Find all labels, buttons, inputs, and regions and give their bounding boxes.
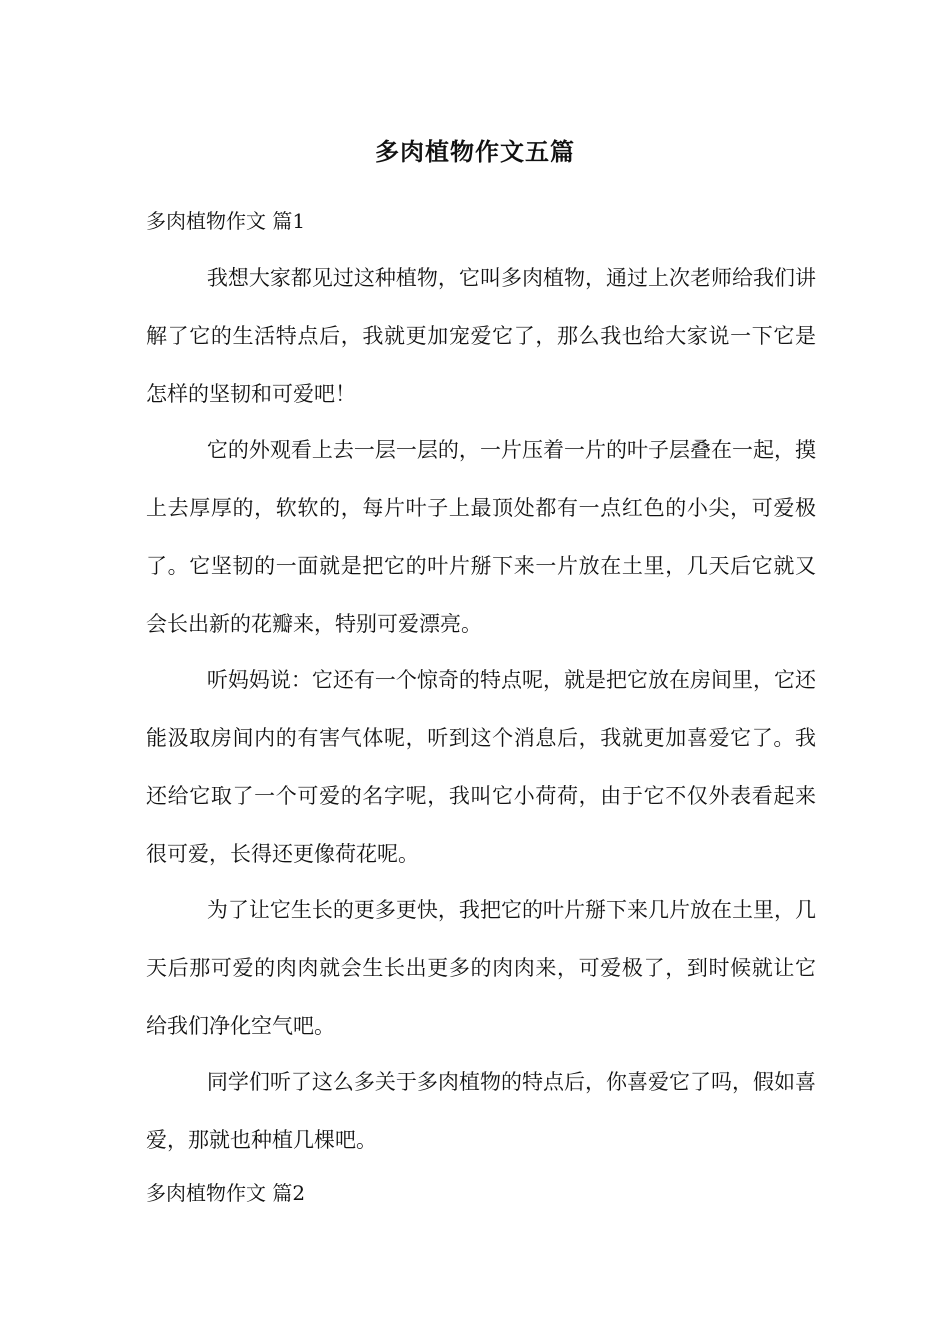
- paragraph-1: 我想大家都见过这种植物，它叫多肉植物，通过上次老师给我们讲解了它的生活特点后，我就更加宠爱它了，那么我也给大家说一下它是怎样的坚韧和可爱吧！: [146, 266, 816, 406]
- document-title: 多肉植物作文五篇: [375, 137, 575, 166]
- section-heading-1: 多肉植物作文 篇1: [146, 209, 306, 233]
- paragraph-2: 它的外观看上去一层一层的，一片压着一片的叶子层叠在一起，摸上去厚厚的，软软的，每片叶子上最顶处都有一点红色的小尖，可爱极了。它坚韧的一面就是把它的叶片掰下来一片放在土里，几天后它就又会长出新的花瓣来，特别可爱漂亮。: [146, 438, 816, 636]
- paragraph-3: 听妈妈说：它还有一个惊奇的特点呢，就是把它放在房间里，它还能汲取房间内的有害气体呢，听到这个消息后，我就更加喜爱它了。我还给它取了一个可爱的名字呢，我叫它小荷荷，由于它不仅外表看起来很可爱，长得还更像荷花呢。: [146, 668, 816, 866]
- paragraph-5: 同学们听了这么多关于多肉植物的特点后，你喜爱它了吗，假如喜爱，那就也种植几棵吧。: [146, 1070, 816, 1152]
- section-heading-2: 多肉植物作文 篇2: [146, 1181, 306, 1205]
- paragraph-4: 为了让它生长的更多更快，我把它的叶片掰下来几片放在土里，几天后那可爱的肉肉就会生长出更多的肉肉来，可爱极了，到时候就让它给我们净化空气吧。: [146, 898, 816, 1038]
